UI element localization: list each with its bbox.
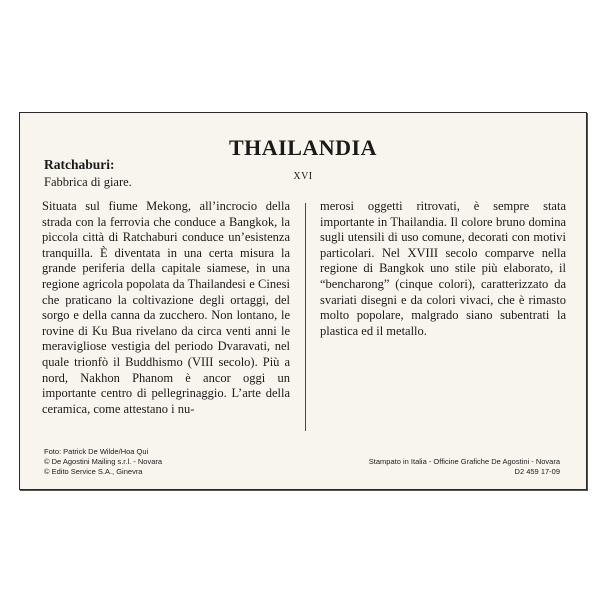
postcard <box>19 112 587 490</box>
credits <box>44 447 162 477</box>
card-number: XVI <box>293 171 313 182</box>
card-code: D2 459 17-09 <box>514 467 560 476</box>
copyright-line: © De Agostini Mailing s.r.l. - Novara <box>44 457 163 466</box>
left-column-text: Situata sul fiume Mekong, all’incrocio della strada con la ferrovia che conduce a Bangkok, la piccola città di Ratchaburi conduce un’esistenza tranquilla. È diventata in una certa misura la grande periferia della capitale siamese, in una regione agricola popolata da Thailandesi e Cinesi che praticano la coltivazione degli ortaggi, del sorgo e della canna da zucchero. Non lontano, le rovine di Ku Bua rivelano da circa venti anni le meravigliose vestigia del periodo Dvaravati, nel quale trionfò il Buddhismo (VIII secolo). Più a nord, Nakhon Phanom è ancor oggi un importante centro di pellegrinaggio. L’arte della ceramica, come attestano i nu- <box>42 199 290 416</box>
place-description: Fabbrica di giare. <box>44 175 132 189</box>
photo-credit: Foto: Patrick De Wilde/Hoa Qui <box>44 447 149 456</box>
column-divider <box>305 203 306 431</box>
right-column-text: merosi oggetti ritrovati, è sempre stata importante in Thailandia. Il colore bruno domina sugli utensili di uso comune, decorati con motivi particolari. Nel XVIII secolo comparve nella regione di Bangkok uno stile più elaborato, il “bencharong” (cinque colori), caratterizzato da svariati disegni e da colori vivaci, che è rimasto molto popolare, malgrado siano subentrati la plastica ed il metallo. <box>320 199 566 338</box>
text-column-left <box>42 199 290 431</box>
printer-info <box>369 457 560 477</box>
text-column-right <box>320 199 566 339</box>
place-heading: Ratchaburi: <box>44 157 115 172</box>
page-title: THAILANDIA <box>228 135 378 160</box>
copyright-line: © Edito Service S.A., Ginevra <box>44 467 143 476</box>
printer-line: Stampato in Italia - Officine Grafiche De Agostini - Novara <box>368 457 560 466</box>
